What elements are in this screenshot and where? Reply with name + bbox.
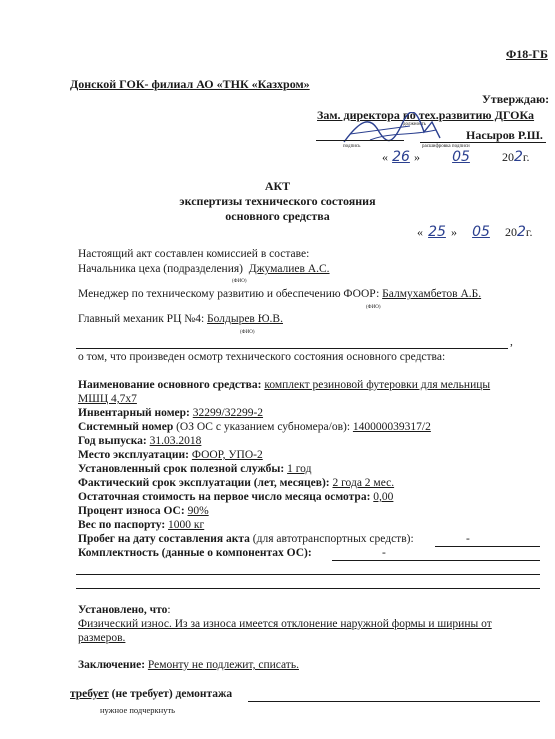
blank-line-2: [76, 574, 540, 575]
inspection-text: о том, что произведен осмотр технического состояния основного средства:: [78, 351, 446, 363]
completeness: Комплектность (данные о компонентах ОС):: [78, 547, 312, 559]
dismantle-caption: нужное подчеркнуть: [100, 705, 176, 715]
mileage-line: [435, 546, 540, 547]
organization-name: Донской ГОК- филиал АО «ТНК «Казхром»: [70, 77, 310, 91]
member2: Менеджер по техническому развитию и обеспечению ФООР: Балмухамбетов А.Б.: [78, 288, 482, 300]
signature-line: [316, 140, 404, 141]
findings-text-2: размеров.: [78, 632, 126, 644]
completeness-line: [332, 560, 540, 561]
findings-text-1: Физический износ. Из за износа имеется отклонение наружной формы и ширины от: [78, 618, 492, 630]
fio-caption-2: (ФИО): [366, 305, 381, 310]
approval-date: « 26 » 05 202г.: [382, 149, 530, 165]
member2-name: Балмухамбетов А.Б.: [382, 288, 482, 300]
commission-intro: Настоящий акт составлен комиссией в составе:: [78, 248, 310, 260]
mileage: Пробег на дату составления акта (для автотранспортных средств):: [78, 533, 414, 545]
release-year: Год выпуска: 31.03.2018: [78, 435, 202, 447]
wear-percent: Процент износа ОС: 90%: [78, 505, 209, 517]
residual-value: Остаточная стоимость на первое число месяца осмотра: 0,00: [78, 491, 394, 503]
actual-operation-period: Фактический срок эксплуатации (лет, месяцев): 2 года 2 мес.: [78, 477, 395, 489]
operation-place: Место эксплуатации: ФООР, УПО-2: [78, 449, 263, 461]
mileage-value: -: [466, 533, 470, 545]
conclusion: Заключение: Ремонту не подлежит, списать.: [78, 659, 299, 671]
member3-name: Болдырев Ю.В.: [207, 313, 283, 325]
dismantle-requires: требует: [70, 688, 109, 700]
findings-label: Установлено, что:: [78, 604, 171, 616]
member1-name: Джумалиев А.С.: [248, 263, 330, 275]
dismantle-line: [248, 701, 540, 702]
signature-caption: подпись: [343, 144, 361, 149]
form-code: Ф18-ГБ: [506, 47, 548, 61]
fio-caption-3: (ФИО): [240, 330, 255, 335]
name-line: [420, 142, 546, 143]
blank-line-comma: ,: [510, 336, 513, 348]
act-subtitle-2: основного средства: [225, 209, 330, 223]
approve-label: Утверждаю:: [482, 92, 550, 106]
inventory-number: Инвентарный номер: 32299/32299-2: [78, 407, 264, 419]
approval-date-day: 26: [392, 149, 410, 165]
dismantle: требует (не требует) демонтажа: [70, 688, 233, 700]
system-number: Системный номер (ОЗ ОС с указанием субномера/ов): 140000039317/2: [78, 421, 431, 433]
asset-name: Наименование основного средства: комплект резиновой футеровки для мельницы: [78, 379, 491, 391]
position-caption: должность: [403, 122, 426, 127]
member3: Главный механик РЦ №4: Болдырев Ю.В.: [78, 313, 283, 325]
act-subtitle-1: экспертизы технического состояния: [179, 194, 376, 208]
fio-caption-1: (ФИО): [232, 279, 247, 284]
member1: Начальника цеха (подразделения) Джумалиев А.С.: [78, 263, 330, 275]
blank-line-3: [76, 588, 540, 589]
completeness-value: -: [382, 547, 386, 559]
act-title: АКТ: [264, 179, 291, 193]
decode-caption: расшифровка подписи: [422, 144, 470, 149]
useful-life: Установленный срок полезной службы: 1 год: [78, 463, 312, 475]
approver-position: Зам. директора по тех.развитию ДГОКа: [317, 108, 535, 122]
blank-line-1: [76, 348, 508, 349]
passport-weight: Вес по паспорту: 1000 кг: [78, 519, 205, 531]
asset-name-cont: МШЦ 4,7х7: [78, 393, 137, 405]
act-date: « 25 » 05 202г.: [417, 224, 533, 240]
act-date-day: 25: [428, 224, 446, 240]
approval-date-month: 05: [452, 149, 470, 165]
act-date-month: 05: [472, 224, 490, 240]
approver-name: Насыров Р.Ш.: [466, 128, 543, 142]
